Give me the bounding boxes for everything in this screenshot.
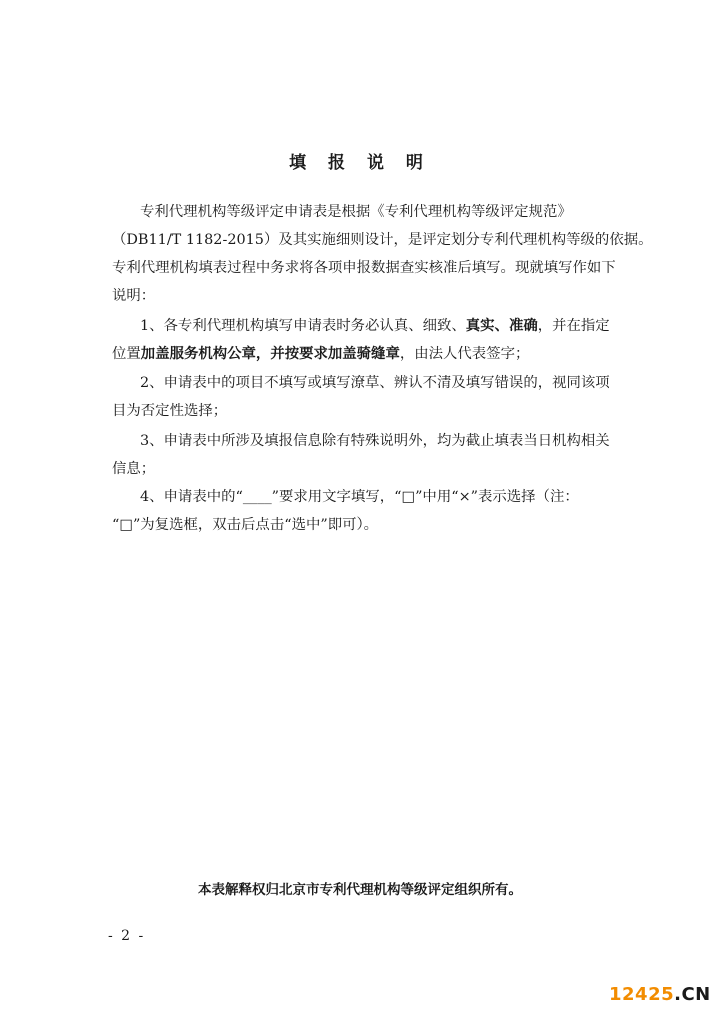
item-1-text-c: 位置 xyxy=(112,346,141,362)
item-3-line-1: 3、申请表中所涉及填报信息除有特殊说明外，均为截止填表当日机构相关 xyxy=(140,433,610,449)
intro-line-4: 说明： xyxy=(112,288,156,304)
item-1-emphasis-b: 加盖服务机构公章，并按要求加盖骑缝章 xyxy=(140,345,400,362)
item-1-text-d: ，由法人代表签字； xyxy=(399,346,530,362)
item-4-line-2: “□”为复选框，双击后点击“选中”即可）。 xyxy=(112,517,379,533)
intro-line-2: （DB11/T 1182-2015）及其实施细则设计，是评定划分专利代理机构等级的依据。 xyxy=(112,232,653,248)
watermark-tld: .CN xyxy=(674,984,711,1005)
item-1-text-b: ，并在指定 xyxy=(537,318,610,334)
item-2-line-1: 2、申请表中的项目不填写或填写潦草、辨认不清及填写错误的，视同该项 xyxy=(140,375,610,391)
item-1-line-1 xyxy=(140,315,610,337)
item-2-line-2: 目为否定性选择； xyxy=(112,403,228,419)
page-number: - 2 - xyxy=(108,928,146,944)
page-title: 填 报 说 明 xyxy=(289,153,431,173)
intro-line-3: 专利代理机构填表过程中务求将各项申报数据查实核准后填写。现就填写作如下 xyxy=(112,260,616,276)
item-3-line-2: 信息； xyxy=(112,461,156,477)
item-1-line-2 xyxy=(112,343,610,365)
item-1-emphasis-a: 真实、准确 xyxy=(465,317,538,334)
item-1-text-a: 1、各专利代理机构填写申请表时务必认真、细致、 xyxy=(140,318,466,334)
footer-note: 本表解释权归北京市专利代理机构等级评定组织所有。 xyxy=(198,882,522,898)
intro-line-1: 专利代理机构等级评定申请表是根据《专利代理机构等级评定规范》 xyxy=(140,204,572,220)
watermark-number: 12425 xyxy=(609,984,675,1005)
site-watermark xyxy=(609,984,711,1005)
item-4-line-1: 4、申请表中的“____”要求用文字填写，“□”中用“×”表示选择（注： xyxy=(140,489,579,505)
